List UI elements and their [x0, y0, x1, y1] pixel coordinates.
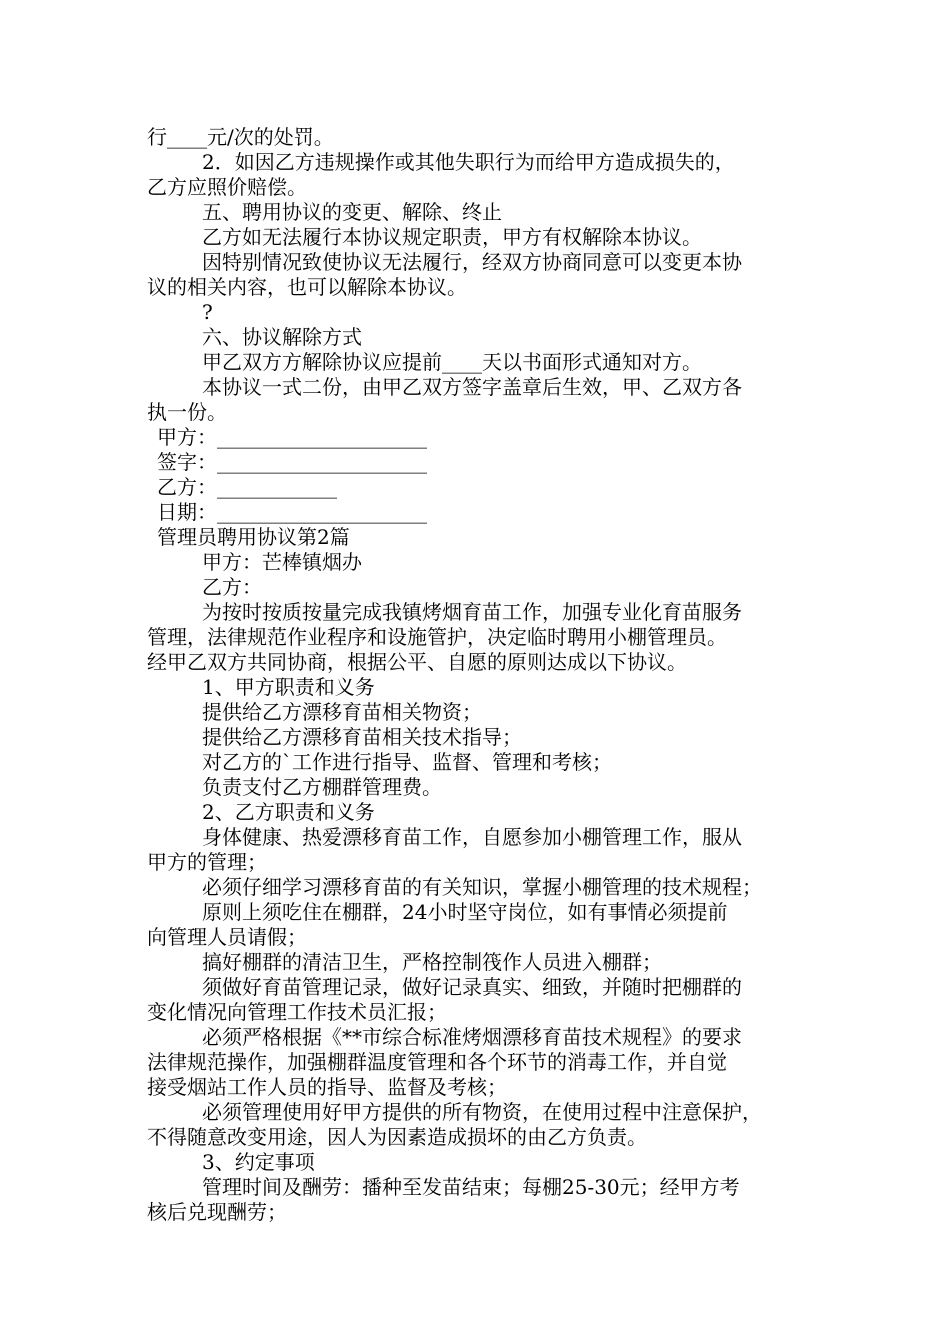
- text-line: 议的相关内容，也可以解除本协议。: [147, 275, 467, 299]
- text-line: 行____元/次的处罚。: [147, 125, 334, 149]
- signature-line-date: 日期：_____________________: [157, 500, 427, 524]
- section-heading: 1、甲方职责和义务: [202, 675, 375, 699]
- text-line: 不得随意改变用途，因人为因素造成损坏的由乙方负责。: [147, 1125, 647, 1149]
- text-line: ?: [202, 300, 213, 324]
- text-line: 须做好育苗管理记录，做好记录真实、细致，并随时把棚群的: [202, 975, 742, 999]
- text-line: 原则上须吃住在棚群，24小时坚守岗位，如有事情必须提前: [202, 900, 728, 924]
- party-a-line: 甲方：芒棒镇烟办: [202, 550, 362, 574]
- text-line: 提供给乙方漂移育苗相关技术指导；: [202, 725, 522, 749]
- text-line: 对乙方的`工作进行指导、监督、管理和考核；: [202, 750, 612, 774]
- text-line: 向管理人员请假；: [147, 925, 307, 949]
- text-line: 乙方如无法履行本协议规定职责，甲方有权解除本协议。: [202, 225, 702, 249]
- text-line: 接受烟站工作人员的指导、监督及考核；: [147, 1075, 507, 1099]
- text-line: 管理时间及酬劳：播种至发苗结束；每棚25-30元；经甲方考: [202, 1175, 740, 1199]
- section-heading: 五、聘用协议的变更、解除、终止: [202, 200, 502, 224]
- signature-line-party-a: 甲方：_____________________: [157, 425, 427, 449]
- text-line: 本协议一式二份，由甲乙双方签字盖章后生效，甲、乙双方各: [202, 375, 742, 399]
- party-b-line: 乙方：: [202, 575, 262, 599]
- section-heading: 六、协议解除方式: [202, 325, 362, 349]
- text-line: 核后兑现酬劳；: [147, 1200, 287, 1224]
- text-line: 为按时按质按量完成我镇烤烟育苗工作，加强专业化育苗服务: [202, 600, 742, 624]
- signature-line-party-b: 乙方：____________: [157, 475, 337, 499]
- signature-line-sign: 签字：_____________________: [157, 450, 427, 474]
- document-title: 管理员聘用协议第2篇: [157, 525, 350, 549]
- text-line: 负责支付乙方棚群管理费。: [202, 775, 442, 799]
- section-heading: 3、约定事项: [202, 1150, 315, 1174]
- text-line: 必须严格根据《**市综合标准烤烟漂移育苗技术规程》的要求: [202, 1025, 742, 1049]
- text-line: 提供给乙方漂移育苗相关物资；: [202, 700, 482, 724]
- text-line: 执一份。: [147, 400, 227, 424]
- text-line: 变化情况向管理工作技术员汇报；: [147, 1000, 447, 1024]
- text-line: 管理，法律规范作业程序和设施管护，决定临时聘用小棚管理员。: [147, 625, 727, 649]
- text-line: 甲乙双方方解除协议应提前____天以书面形式通知对方。: [202, 350, 702, 374]
- text-line: 必须仔细学习漂移育苗的有关知识，掌握小棚管理的技术规程；: [202, 875, 762, 899]
- text-line: 经甲乙双方共同协商，根据公平、自愿的原则达成以下协议。: [147, 650, 687, 674]
- text-line: 因特别情况致使协议无法履行，经双方协商同意可以变更本协: [202, 250, 742, 274]
- text-line: 2．如因乙方违规操作或其他失职行为而给甲方造成损失的，: [202, 150, 735, 174]
- text-line: 法律规范操作，加强棚群温度管理和各个环节的消毒工作，并自觉: [147, 1050, 727, 1074]
- text-line: 搞好棚群的清洁卫生，严格控制筏作人员进入棚群；: [202, 950, 662, 974]
- text-line: 乙方应照价赔偿。: [147, 175, 307, 199]
- text-line: 必须管理使用好甲方提供的所有物资，在使用过程中注意保护，: [202, 1100, 762, 1124]
- section-heading: 2、乙方职责和义务: [202, 800, 375, 824]
- text-line: 甲方的管理；: [147, 850, 267, 874]
- text-line: 身体健康、热爱漂移育苗工作，自愿参加小棚管理工作，服从: [202, 825, 742, 849]
